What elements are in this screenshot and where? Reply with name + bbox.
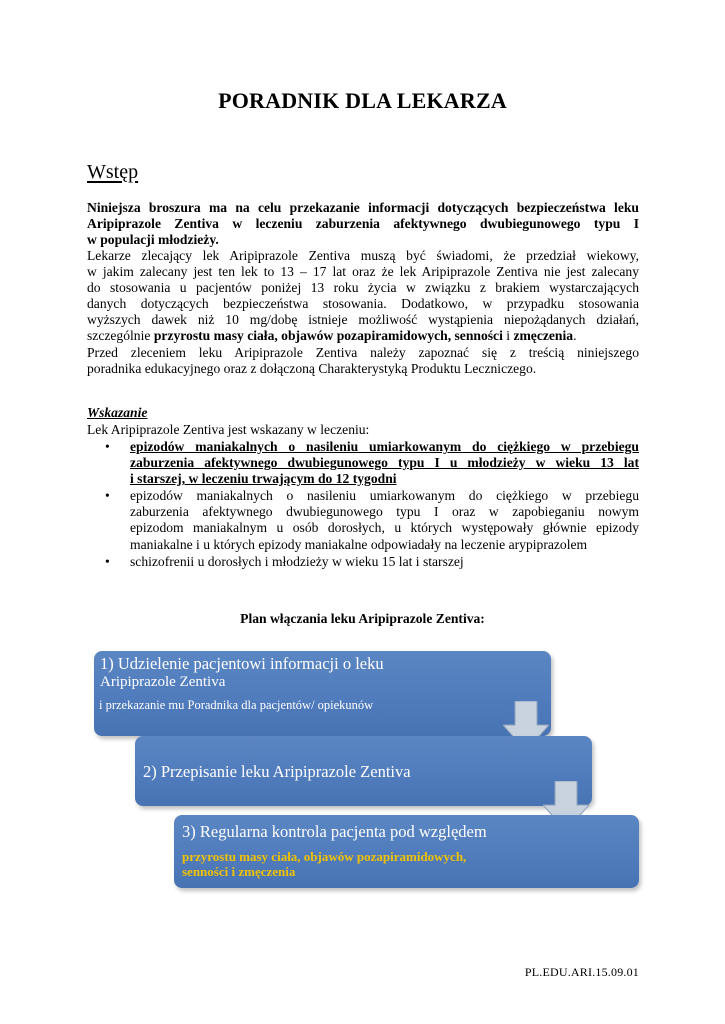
indications-lead: Lek Aripiprazole Zentiva jest wskazany w leczeniu: [87, 422, 370, 437]
body-line: poradnika edukacyjnego oraz z dołączoną Charakterystyką Produktu Leczniczego. [87, 360, 537, 376]
plan-title: Plan włączania leku Aripiprazole Zentiva: [240, 611, 485, 626]
step-1-title-line: Aripiprazole Zentiva [100, 674, 226, 690]
step-1-title [100, 655, 384, 691]
body-line: Lekarze zlecający lek Aripiprazole Zentiva muszą być świadomi, że przedział wiekowy, [87, 248, 639, 263]
list-item-line: epizodów maniakalnych o nasileniu umiarkowanym do ciężkiego w przebiegu [130, 439, 639, 454]
step-1-title-line: 1) Udzielenie pacjentowi informacji o leku [100, 654, 384, 673]
intro-bold-paragraph [87, 200, 639, 248]
fatigue-bold: zmęczenia [513, 328, 574, 344]
list-item-line: zaburzenia afektywnego dwubiegunowego typu I oraz w zapobieganiu nowym [130, 504, 639, 520]
body-line: danych dotyczących bezpieczeństwa stosowania. Dodatkowo, w przypadku stosowania [87, 296, 639, 312]
intro-line: Aripiprazole Zentiva w leczeniu zaburzenia afektywnego dwubiegunowego typu I [87, 216, 639, 232]
body-line: Przed zleceniem leku Aripiprazole Zentiva należy zapoznać się z treścią niniejszego [87, 344, 639, 360]
step-3-title: 3) Regularna kontrola pacjenta pod względem [182, 822, 487, 841]
step-1-subtitle: i przekazanie mu Poradnika dla pacjentów/ opiekunów [99, 698, 374, 712]
step-2-title: 2) Przepisanie leku Aripiprazole Zentiva [143, 762, 411, 781]
bullet-marker: • [105, 488, 110, 504]
list-item-line: epizodom maniakalnym u osób dorosłych, u których występowały głównie epizody [130, 520, 639, 536]
intro-heading: Wstęp [87, 161, 139, 183]
indications-list [87, 439, 639, 571]
list-item-line: schizofrenii u dorosłych i młodzieży w wieku 15 lat i starszej [130, 553, 464, 569]
plan-step-1 [94, 651, 551, 736]
body-line: w jakim zalecany jest ten lek to 13 – 17 lat oraz że lek Aripiprazole Zentiva nie jest zalecany [87, 264, 639, 280]
list-item [87, 439, 639, 487]
step-3-highlight [182, 849, 466, 879]
body-line: wyższych dawek niż 10 mg/dobę istnieje możliwość wystąpienia niepożądanych działań, [87, 312, 639, 328]
list-item [87, 554, 639, 570]
indications-heading: Wskazanie [87, 405, 148, 420]
body-text: . [573, 328, 577, 344]
document-code: PL.EDU.ARI.15.09.01 [524, 965, 639, 979]
body-text: szczególnie [87, 328, 154, 344]
list-item-line: zaburzenia afektywnego dwubiegunowego typu I u młodzieży w wieku 13 lat [130, 455, 639, 471]
list-item-line: i starszej, w leczeniu trwającym do 12 tygodni [130, 471, 397, 487]
body-line: do stosowania u pacjentów poniżej 13 roku życia w związku z brakiem wystarczających [87, 280, 639, 296]
intro-body-paragraph [87, 248, 639, 377]
bullet-marker: • [105, 439, 110, 454]
bullet-marker: • [105, 553, 110, 569]
intro-line: w populacji młodzieży. [87, 232, 219, 248]
plan-step-3 [174, 815, 639, 888]
list-item-line: epizodów maniakalnych o nasileniu umiarkowanym do ciężkiego w przebiegu [130, 488, 639, 504]
intro-line: Niniejsza broszura ma na celu przekazanie informacji dotyczących bezpieczeństwa leku [87, 200, 639, 215]
list-item-line: maniakalne i u których epizody maniakalne odpowiadały na leczenie arypiprazolem [130, 536, 588, 552]
side-effects-bold: przyrostu masy ciała, objawów pozapiramidowych, senności [153, 328, 503, 344]
body-line-side-effects [87, 328, 639, 344]
step-3-highlight-line: przyrostu masy ciała, objawów pozapiramidowych, [182, 849, 467, 864]
step-3-highlight-line: senności i zmęczenia [182, 864, 296, 879]
list-item [87, 488, 639, 552]
document-title: PORADNIK DLA LEKARZA [218, 88, 507, 113]
body-text: i [502, 328, 514, 344]
plan-step-2 [135, 736, 592, 806]
